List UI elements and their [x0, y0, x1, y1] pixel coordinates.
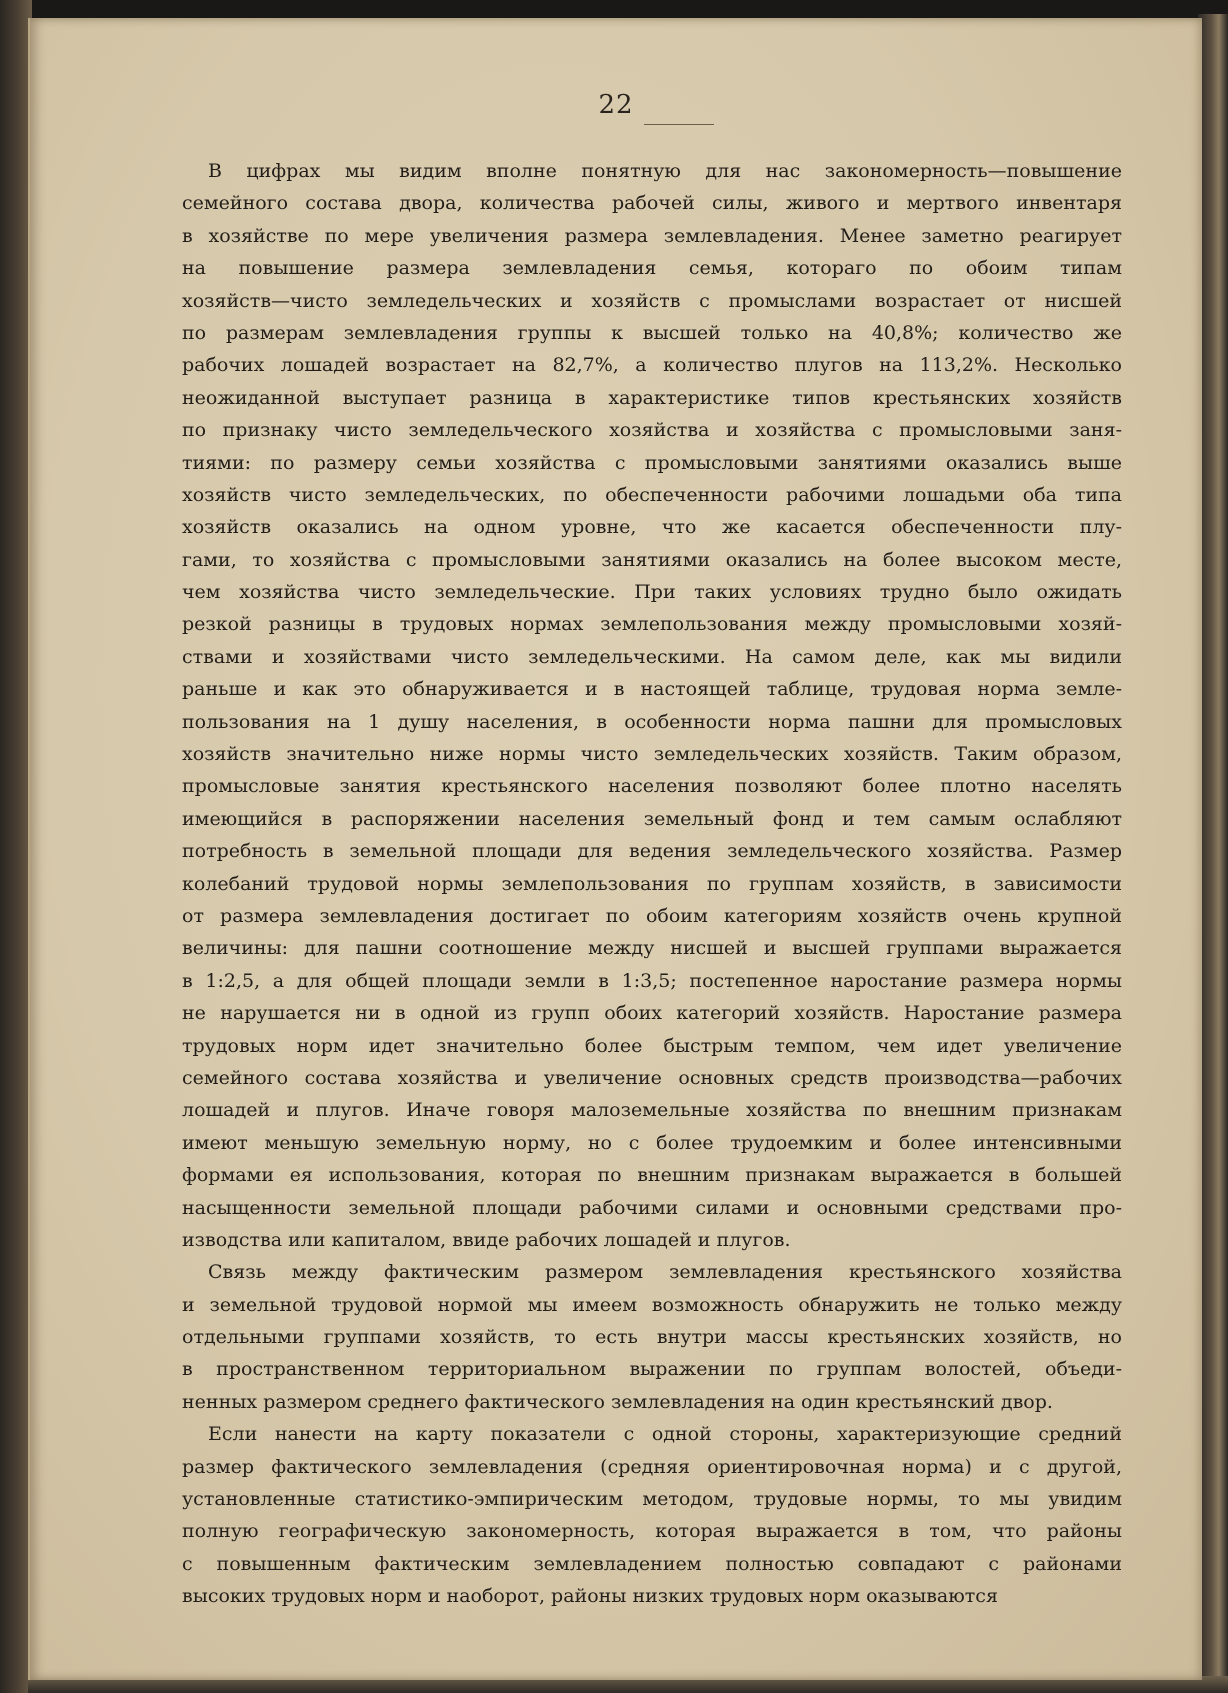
- text-line: с повышенным фактическим землевладением полностью совпадают с районами: [182, 1552, 1122, 1575]
- text-line: в 1:2,5, а для общей площади земли в 1:3,5; постепенное наростание размера нормы: [182, 969, 1122, 992]
- text-line: хозяйств чисто земледельческих, по обеспеченности рабочими лошадьми оба типа: [182, 483, 1122, 506]
- next-page-edge: [1198, 14, 1228, 1680]
- text-line: величины: для пашни соотношение между нисшей и высшей группами выражается: [182, 937, 1122, 960]
- page-number-rule: [644, 124, 714, 125]
- text-line: в хозяйстве по мере увеличения размера землевладения. Менее заметно реагирует: [182, 224, 1122, 247]
- text-line: потребность в земельной площади для ведения земледельческого хозяйства. Размер: [182, 840, 1122, 863]
- text-line: на повышение размера землевладения семья, котораго по обоим типам: [182, 257, 1122, 280]
- text-line: хозяйств—чисто земледельческих и хозяйств с промыслами возрастает от нисшей: [182, 289, 1122, 312]
- text-line: полную географическую закономерность, которая выражается в том, что районы: [182, 1520, 1122, 1543]
- text-line: В цифрах мы видим вполне понятную для нас закономерность—повышение: [208, 160, 1122, 182]
- text-line: чем хозяйства чисто земледельческие. При таких условиях трудно было ожидать: [182, 581, 1122, 604]
- text-line: насыщенности земельной площади рабочими силами и основными средствами про-: [182, 1196, 1122, 1219]
- text-line: рабочих лошадей возрастает на 82,7%, а количество плугов на 113,2%. Несколько: [182, 354, 1122, 377]
- text-line: пользования на 1 душу населения, в особенности норма пашни для промысловых: [182, 710, 1122, 733]
- text-line: по признаку чисто земледельческого хозяйства и хозяйства с промысловыми заня-: [182, 419, 1122, 442]
- text-line: не нарушается ни в одной из групп обоих категорий хозяйств. Наростание размера: [182, 1002, 1122, 1025]
- body-text: [182, 155, 1122, 1613]
- text-line: хозяйств оказались на одном уровне, что же касается обеспеченности плу-: [182, 516, 1122, 539]
- text-line: лошадей и плугов. Иначе говоря малоземельные хозяйства по внешним признакам: [182, 1099, 1122, 1122]
- text-line: неожиданной выступает разница в характеристике типов крестьянских хозяйств: [182, 386, 1122, 409]
- text-line: промысловые занятия крестьянского населения позволяют более плотно населять: [182, 775, 1122, 798]
- text-line: трудовых норм идет значительно более быстрым темпом, чем идет увеличение: [182, 1034, 1122, 1057]
- text-line: по размерам землевладения группы к высшей только на 40,8%; количество же: [182, 321, 1122, 344]
- text-line: семейного состава двора, количества рабочей силы, живого и мертвого инвентаря: [182, 192, 1122, 215]
- text-line: имеют меньшую земельную норму, но с более трудоемким и более интенсивными: [182, 1131, 1122, 1154]
- text-line: раньше и как это обнаруживается и в настоящей таблице, трудовая норма земле-: [182, 678, 1122, 701]
- text-line: в пространственном территориальном выражении по группам волостей, объеди-: [182, 1358, 1122, 1381]
- text-line: имеющийся в распоряжении населения земельный фонд и тем самым ослабляют: [182, 807, 1122, 830]
- text-line: тиями: по размеру семьи хозяйства с промысловыми занятиями оказались выше: [182, 451, 1122, 474]
- text-line: изводства или капиталом, ввиде рабочих лошадей и плугов.: [182, 1228, 791, 1251]
- text-line: размер фактического землевладения (средняя ориентировочная норма) и с другой,: [182, 1455, 1122, 1478]
- text-line: Связь между фактическим размером землевладения крестьянского хозяйства: [208, 1261, 1122, 1284]
- text-line: резкой разницы в трудовых нормах землепользования между промысловыми хозяй-: [182, 613, 1122, 636]
- text-line: установленные статистико-эмпирическим методом, трудовые нормы, то мы увидим: [182, 1488, 1122, 1511]
- text-line: ствами и хозяйствами чисто земледельческими. На самом деле, как мы видили: [182, 645, 1122, 668]
- text-line: формами ея использования, которая по внешним признакам выражается в большей: [182, 1164, 1122, 1187]
- text-line: хозяйств значительно ниже нормы чисто земледельческих хозяйств. Таким образом,: [182, 743, 1122, 766]
- text-line: ненных размером среднего фактического землевладения на один крестьянский двор.: [182, 1390, 1053, 1413]
- text-line: и земельной трудовой нормой мы имеем возможность обнаружить не только между: [182, 1293, 1122, 1316]
- text-line: гами, то хозяйства с промысловыми занятиями оказались на более высоком месте,: [182, 548, 1122, 571]
- text-line: высоких трудовых норм и наоборот, районы низких трудовых норм оказываются: [182, 1585, 998, 1608]
- text-line: от размера землевладения достигает по обоим категориям хозяйств очень крупной: [182, 904, 1122, 927]
- page-number: 22: [598, 90, 634, 120]
- text-line: отдельными группами хозяйств, то есть внутри массы крестьянских хозяйств, но: [182, 1326, 1122, 1349]
- book-page: [28, 18, 1202, 1680]
- text-line: колебаний трудовой нормы землепользования по группам хозяйств, в зависимости: [182, 872, 1122, 895]
- text-line: семейного состава хозяйства и увеличение основных средств производства—рабочих: [182, 1066, 1122, 1089]
- text-line: Если нанести на карту показатели с одной стороны, характеризующие средний: [208, 1423, 1122, 1446]
